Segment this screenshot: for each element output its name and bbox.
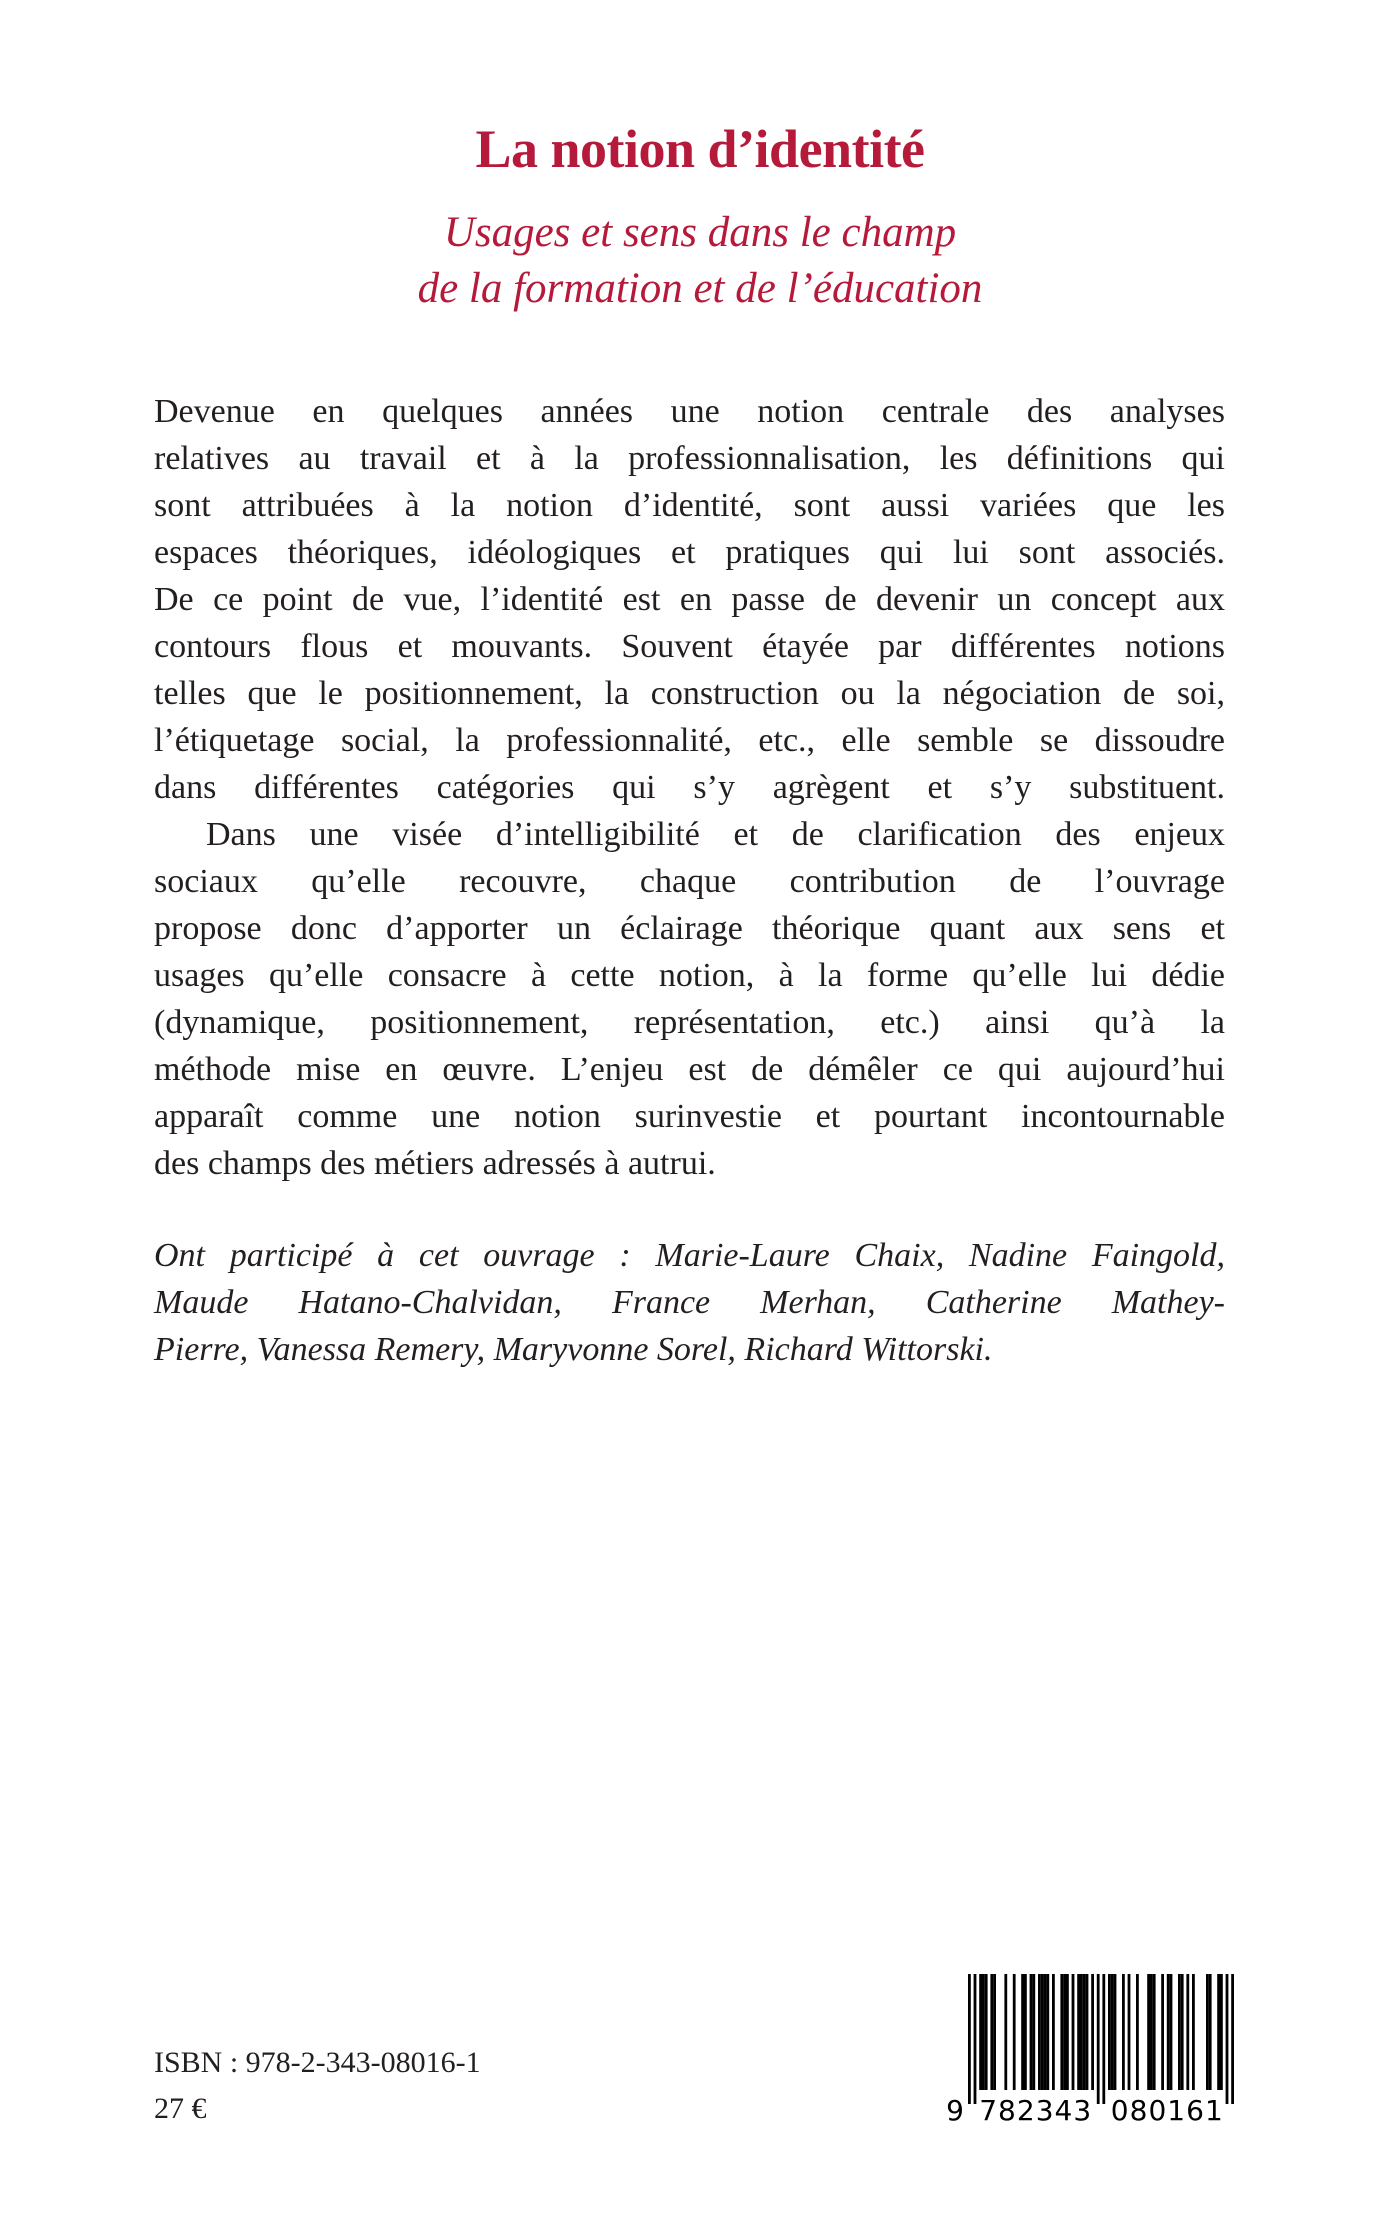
blurb-line: contours flous et mouvants. Souvent étayée par différentes notions <box>154 628 1225 665</box>
barcode-bar <box>1041 1974 1044 2090</box>
barcode-bar <box>1046 1974 1049 2090</box>
barcode-bar <box>982 1974 985 2090</box>
barcode-bar <box>1167 1974 1170 2090</box>
barcode-bar <box>1178 1974 1181 2090</box>
blurb-line: relatives au travail et à la professionnalisation, les définitions qui <box>154 440 1225 477</box>
blurb-line: (dynamique, positionnement, représentation, etc.) ainsi qu’à la <box>154 1004 1225 1041</box>
blurb-line: sociaux qu’elle recouvre, chaque contribution de l’ouvrage <box>154 863 1225 900</box>
barcode-bar <box>1013 1974 1016 2090</box>
barcode-bar <box>1091 1974 1094 2090</box>
barcode-bar <box>1128 1974 1131 2090</box>
barcode-digits: 782343 <box>979 2094 1092 2127</box>
barcode-bar <box>979 1974 982 2090</box>
blurb-line: telles que le positionnement, la construction ou la négociation de soi, <box>154 675 1225 712</box>
barcode-bar <box>993 1974 996 2090</box>
barcode-bar <box>1220 1974 1223 2090</box>
barcode-bar <box>1170 1974 1173 2090</box>
blurb-line: des champs des métiers adressés à autrui. <box>154 1145 716 1182</box>
subtitle-line: de la formation et de l’éducation <box>417 265 983 312</box>
barcode-bar <box>1161 1974 1164 2090</box>
barcode-bar <box>1108 1974 1111 2090</box>
barcode-bar <box>1032 1974 1035 2090</box>
barcode-bar <box>1122 1974 1125 2090</box>
barcode-bar <box>985 1974 988 2090</box>
barcode-bar <box>1102 1974 1105 2104</box>
barcode-bar <box>1217 1974 1220 2090</box>
subtitle-line: Usages et sens dans le champ <box>443 209 957 256</box>
blurb-line: dans différentes catégories qui s’y agrègent et s’y substituent. <box>154 769 1225 806</box>
blurb-line: apparaît comme une notion surinvestie et pourtant incontournable <box>154 1098 1225 1135</box>
barcode-bar <box>1186 1974 1189 2090</box>
barcode-bar <box>1038 1974 1041 2090</box>
blurb-line: l’étiquetage social, la professionnalité, etc., elle semble se dissoudre <box>154 722 1225 759</box>
blurb-line: propose donc d’apporter un éclairage théorique quant aux sens et <box>154 910 1225 947</box>
blurb-line: Devenue en quelques années une notion centrale des analyses <box>154 393 1225 430</box>
contributors-line: Ont participé à cet ouvrage : Marie-Laure Chaix, Nadine Faingold, <box>154 1237 1225 1274</box>
isbn-label: ISBN : 978-2-343-08016-1 <box>154 2046 481 2079</box>
blurb-line: De ce point de vue, l’identité est en passe de devenir un concept aux <box>154 581 1225 618</box>
barcode-bar <box>1209 1974 1212 2090</box>
barcode-bar <box>1153 1974 1156 2090</box>
barcode-bar <box>1147 1974 1150 2090</box>
barcode-bar <box>1063 1974 1066 2090</box>
barcode-bar <box>968 1974 971 2104</box>
blurb-line: sont attribuées à la notion d’identité, sont aussi variées que les <box>154 487 1225 524</box>
barcode-bar <box>1021 1974 1024 2090</box>
barcode-bar <box>1072 1974 1075 2090</box>
barcode-bar <box>1097 1974 1100 2104</box>
book-title: La notion d’identité <box>475 119 925 179</box>
barcode-bar <box>1136 1974 1139 2090</box>
blurb-line: usages qu’elle consacre à cette notion, à la forme qu’elle lui dédie <box>154 957 1225 994</box>
barcode-bar <box>1150 1974 1153 2090</box>
barcode-bar <box>1024 1974 1027 2090</box>
barcode-bar <box>1030 1974 1033 2090</box>
contributors-line: Maude Hatano-Chalvidan, France Merhan, Catherine Mathey- <box>154 1284 1225 1321</box>
barcode-bar <box>1044 1974 1047 2090</box>
barcode-bar <box>1181 1974 1184 2090</box>
blurb-line: Dans une visée d’intelligibilité et de clarification des enjeux <box>206 816 1225 853</box>
barcode-bar <box>990 1974 993 2090</box>
barcode-bar <box>974 1974 977 2104</box>
barcode-bar <box>1052 1974 1055 2090</box>
price-label: 27 € <box>154 2092 207 2125</box>
barcode-bar <box>1192 1974 1195 2090</box>
barcode-bar <box>1077 1974 1080 2090</box>
barcode-bar <box>1060 1974 1063 2090</box>
barcode-bar <box>1080 1974 1083 2090</box>
barcode-bar <box>1114 1974 1117 2090</box>
book-subtitle <box>0 205 1400 317</box>
barcode-bar <box>1004 1974 1007 2090</box>
isbn-barcode <box>946 1974 1240 2144</box>
barcode-digits: 080161 <box>1110 2094 1223 2127</box>
barcode-bar <box>1083 1974 1086 2090</box>
barcode-bar <box>1206 1974 1209 2090</box>
contributors-line: Pierre, Vanessa Remery, Maryvonne Sorel, Richard Wittorski. <box>154 1331 993 1368</box>
barcode-bar <box>1111 1974 1114 2090</box>
blurb-line: méthode mise en œuvre. L’enjeu est de démêler ce qui aujourd’hui <box>154 1051 1225 1088</box>
barcode-bar <box>1226 1974 1229 2104</box>
blurb-line: espaces théoriques, idéologiques et pratiques qui lui sont associés. <box>154 534 1225 571</box>
barcode-bar <box>1231 1974 1234 2104</box>
contributors-list <box>154 1232 1225 1373</box>
barcode-bar <box>1086 1974 1089 2090</box>
blurb-text <box>154 388 1225 1187</box>
barcode-digits: 9 <box>946 2094 964 2127</box>
barcode-bar <box>1066 1974 1069 2090</box>
